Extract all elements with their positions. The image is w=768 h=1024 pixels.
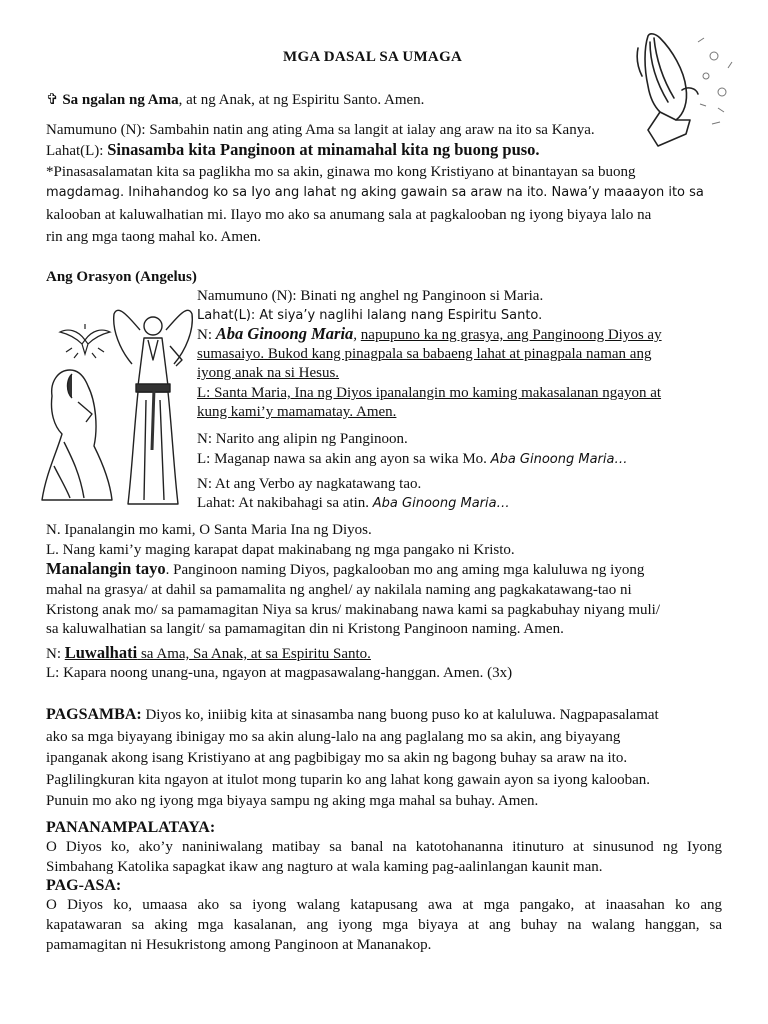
pag-asa-line-2: kapatawaran sa aking mga kasalanan, ang iyong mga biyaya at ang buhay na walang hanggan, sa xyxy=(46,917,722,933)
offering-line-4: rin ang mga taong mahal ko. Amen. xyxy=(46,229,261,245)
kapara-line: L: Kapara noong unang-una, ngayon at magpasawalang-hanggan. Amen. (3x) xyxy=(46,665,513,681)
praying-hands-icon xyxy=(618,28,736,150)
sign-of-cross-line xyxy=(46,90,424,110)
verbo-line: N: At ang Verbo ay nagkatawang tao. xyxy=(197,476,422,492)
angelus-line-1: Namumuno (N): Binati ng anghel ng Panginoon si Maria. xyxy=(197,288,544,304)
manalangin-rest: . Panginoon naming Diyos, pagkalooban mo ang aming mga kaluluwa ng iyong xyxy=(165,562,645,578)
offering-line-3: kalooban at kaluwalhatian mi. Ilayo mo ako sa anumang sala at pagkalooban ng iyong biyaya lalo na xyxy=(46,207,652,223)
all-response-line xyxy=(46,140,540,161)
pananampalataya-line-2: Simbahang Katolika sapagkat ikaw ang nagturo at wala kaming pag-aalinlangan kaunit man. xyxy=(46,859,603,875)
sign-of-cross-rest: , at ng Anak, at ng Espiritu Santo. Amen. xyxy=(178,92,425,108)
pagsamba-line-5: Punuin mo ako ng iyong mga biyaya sampu ng aking mga mahal sa buhay. Amen. xyxy=(46,793,539,809)
pagsamba-line-4: Paglilingkuran kita ngayon at itulot mong tuparin ko ang lahat kong gawain ayon sa iyong kalooban. xyxy=(46,772,651,788)
glory-bold: Luwalhati xyxy=(64,643,138,662)
all-prefix: Lahat(L): xyxy=(46,143,108,159)
maganap-text: L: Maganap nawa sa akin ang ayon sa wika Mo. xyxy=(197,451,491,467)
pag-asa-line-1: O Diyos ko, umaasa ako sa iyong walang katapusang awa at mga pangako, at inaasahan ko ang xyxy=(46,897,722,913)
nang-kami-line: L. Nang kami’y maging karapat dapat makinabang ng mga pangako ni Kristo. xyxy=(46,542,515,558)
angelus-line-2: Lahat(L): At siya’y naglihi lalang nang Espiritu Santo. xyxy=(197,308,543,323)
holy-spirit-dove-icon xyxy=(56,322,114,362)
kneeling-mary-icon xyxy=(36,362,116,504)
glory-rest: sa Ama, Sa Anak, at sa Espiritu Santo. xyxy=(137,646,371,662)
manalangin-line-2: mahal na grasya/ at dahil sa pamamalita ng anghel/ ay nakilala naming ang pagkakatawang-tao ni xyxy=(46,582,632,598)
aba-comma: , xyxy=(353,327,358,343)
lahat-text: Lahat: At nakibahagi sa atin. xyxy=(197,495,373,511)
santa-maria-line-2: kung kami’y mamamatay. Amen. xyxy=(197,404,397,420)
hail-mary-line-1 xyxy=(197,324,662,345)
manalangin-line-4: sa kaluwalhatian sa langit/ sa pamamagitan din ni Kristong Panginoon naming. Amen. xyxy=(46,621,564,637)
pagsamba-line-1 xyxy=(46,705,659,725)
maganap-line xyxy=(197,449,627,470)
lahat-line xyxy=(197,493,510,514)
offering-line-1: *Pinasasalamatan kita sa paglikha mo sa akin, ginawa mo kong Kristiyano at binantayan sa buong xyxy=(46,164,636,180)
pagsamba-label: PAGSAMBA: xyxy=(46,706,142,723)
manalangin-line-1 xyxy=(46,559,644,580)
pananampalataya-line-1: O Diyos ko, ako’y naniniwalang matibay sa banal na katotohananna itinuturo at sinusunod ng Iyong xyxy=(46,839,722,855)
pag-asa-line-3: pamamagitan ni Hesukristong among Panginoon at Mananakop. xyxy=(46,937,432,953)
maganap-aba: Aba Ginoong Maria… xyxy=(490,452,628,467)
angelus-heading: Ang Orasyon (Angelus) xyxy=(46,269,197,285)
page-title: MGA DASAL SA UMAGA xyxy=(283,49,463,65)
pagsamba-line-2: ako sa mga biyayang ibinigay mo sa akin alung-lalo na ang paglalang mo sa akin, ang biyayang xyxy=(46,729,621,745)
glory-underlined xyxy=(64,643,371,662)
ipanalangin-line: N. Ipanalangin mo kami, O Santa Maria Ina ng Diyos. xyxy=(46,522,372,538)
lahat-aba: Aba Ginoong Maria… xyxy=(372,496,510,511)
offering-line-2: magdamag. Inihahandog ko sa Iyo ang lahat ng aking gawain sa araw na ito. Nawa’y maaayon ito sa xyxy=(46,185,704,200)
hail-mary-line-3: iyong anak na si Hesus. xyxy=(197,365,340,381)
pananampalataya-heading: PANANAMPALATAYA: xyxy=(46,819,216,836)
manalangin-bold: Manalangin tayo xyxy=(46,559,166,578)
pagsamba-line-3: ipanganak akong isang Kristiyano at ang pagbibigay mo sa akin ng bagong buhay sa araw na ito. xyxy=(46,750,628,766)
manalangin-line-3: Kristong anak mo/ sa pamamagitan Niya sa krus/ makinabang nawa kami sa pagkabuhay niyang muli/ xyxy=(46,602,661,618)
glory-prefix: N: xyxy=(46,646,65,662)
hail-mary-line-2: sumasaiyo. Bukod kang pinagpala sa babaeng lahat at pinagpala naman ang xyxy=(197,346,652,362)
hail-text-1: napupuno ka ng grasya, ang Panginoong Diyos ay xyxy=(360,327,662,343)
pagsamba-text-1: Diyos ko, iniibig kita at sinasamba nang buong puso ko at kaluluwa. Nagpapasalamat xyxy=(141,707,659,723)
narito-line: N: Narito ang alipin ng Panginoon. xyxy=(197,431,408,447)
santa-maria-line-1: L: Santa Maria, Ina ng Diyos ipanalangin mo kaming makasalanan ngayon at xyxy=(197,385,662,401)
sign-of-cross-bold: Sa ngalan ng Ama xyxy=(62,92,179,108)
angel-gabriel-icon xyxy=(110,300,196,510)
glory-be-line xyxy=(46,643,371,664)
all-response-bold: Sinasamba kita Panginoon at minamahal kita ng buong puso. xyxy=(107,140,540,159)
hail-prefix: N: xyxy=(197,327,216,343)
cross-icon: ✞ xyxy=(46,92,59,108)
leader-line: Namumuno (N): Sambahin natin ang ating Ama sa langit at ialay ang araw na ito sa Kanya. xyxy=(46,122,595,138)
aba-ginoong-maria: Aba Ginoong Maria xyxy=(215,324,354,343)
pag-asa-heading: PAG-ASA: xyxy=(46,877,122,894)
